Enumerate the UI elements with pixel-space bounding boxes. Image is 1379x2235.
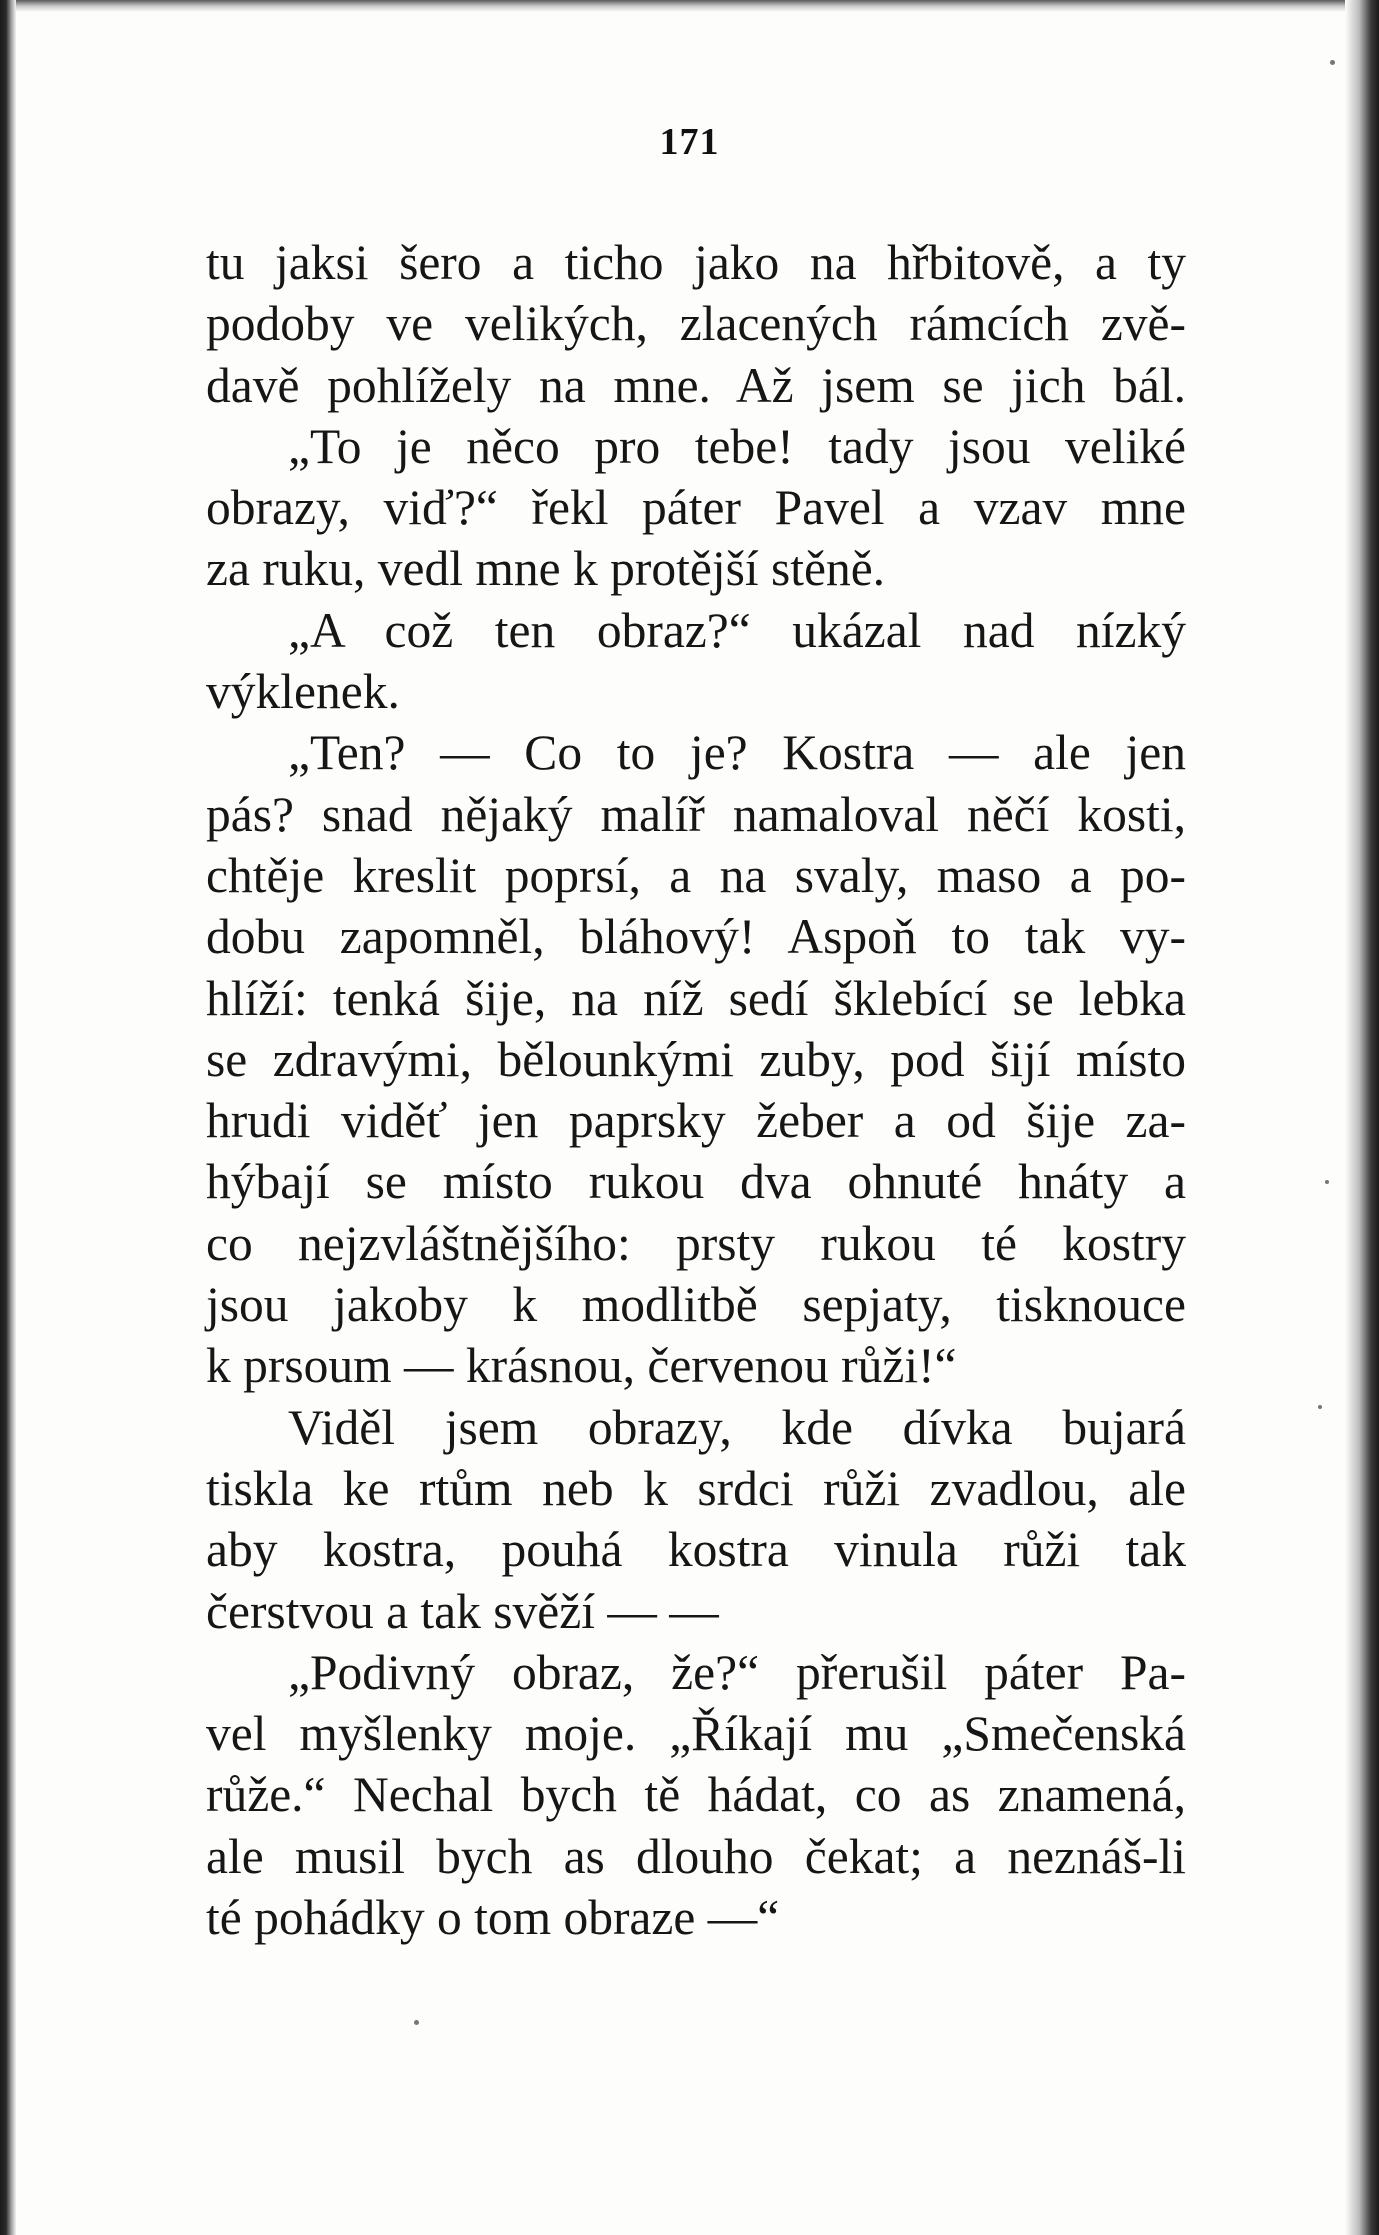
text-line: hýbají se místo rukou dva ohnuté hnáty a — [206, 1154, 1186, 1210]
text-line: „A což ten obraz?“ ukázal nad nízký — [288, 602, 1186, 658]
text-line: jsou jakoby k modlitbě sepjaty, tisknouce — [206, 1277, 1186, 1333]
text-line: chtěje kreslit poprsí, a na svaly, maso a po- — [206, 847, 1186, 903]
text-line: čerstvou a tak svěží — — — [206, 1583, 719, 1639]
text-line: růže.“ Nechal bych tě hádat, co as znamená, — [206, 1767, 1186, 1823]
text-line: „Ten? — Co to je? Kostra — ale jen — [288, 725, 1186, 781]
text-line: hrudi viděť jen paprsky žeber a od šije za- — [206, 1093, 1186, 1149]
text-line: co nejzvláštnějšího: prsty rukou té kostry — [206, 1215, 1186, 1271]
page-number: 171 — [659, 121, 720, 163]
text-line: obrazy, viď?“ řekl páter Pavel a vzav mne — [206, 480, 1186, 536]
paper-speck — [414, 2020, 419, 2025]
text-line: výklenek. — [206, 664, 400, 720]
text-line: podoby ve velikých, zlacených rámcích zvě- — [206, 296, 1186, 352]
text-line: davě pohlížely na mne. Až jsem se jich bál. — [206, 357, 1186, 413]
text-line: aby kostra, pouhá kostra vinula růži tak — [206, 1522, 1186, 1578]
text-line: hlíží: tenká šije, na níž sedí šklebící se lebka — [206, 970, 1186, 1026]
paper-speck — [1325, 1180, 1329, 1184]
text-line: k prsoum — krásnou, červenou růži!“ — [206, 1338, 957, 1394]
text-line: dobu zapomněl, bláhový! Aspoň to tak vy- — [206, 909, 1186, 965]
text-line: za ruku, vedl mne k protější stěně. — [206, 541, 886, 597]
paper-speck — [1330, 60, 1335, 65]
paper-speck — [1318, 1405, 1322, 1409]
text-line: té pohádky o tom obraze —“ — [206, 1890, 780, 1946]
page-left-edge — [0, 0, 16, 2235]
text-line: tu jaksi šero a ticho jako na hřbitově, a ty — [206, 235, 1186, 290]
text-line: „Podivný obraz, že?“ přerušil páter Pa- — [288, 1644, 1186, 1700]
page-top-edge — [0, 0, 1379, 12]
body-text — [206, 232, 1186, 1948]
text-line: ale musil bych as dlouho čekat; a neznáš-li — [206, 1828, 1186, 1884]
text-line: tiskla ke rtům neb k srdci růži zvadlou, ale — [206, 1460, 1186, 1516]
text-line: pás? snad nějaký malíř namaloval něčí kosti, — [206, 786, 1186, 842]
text-line: Viděl jsem obrazy, kde dívka bujará — [288, 1399, 1186, 1455]
text-line: „To je něco pro tebe! tady jsou veliké — [288, 418, 1186, 474]
page-right-edge — [1345, 0, 1379, 2235]
text-line: se zdravými, bělounkými zuby, pod šijí místo — [206, 1031, 1186, 1087]
text-line: vel myšlenky moje. „Říkají mu „Smečenská — [206, 1706, 1186, 1762]
